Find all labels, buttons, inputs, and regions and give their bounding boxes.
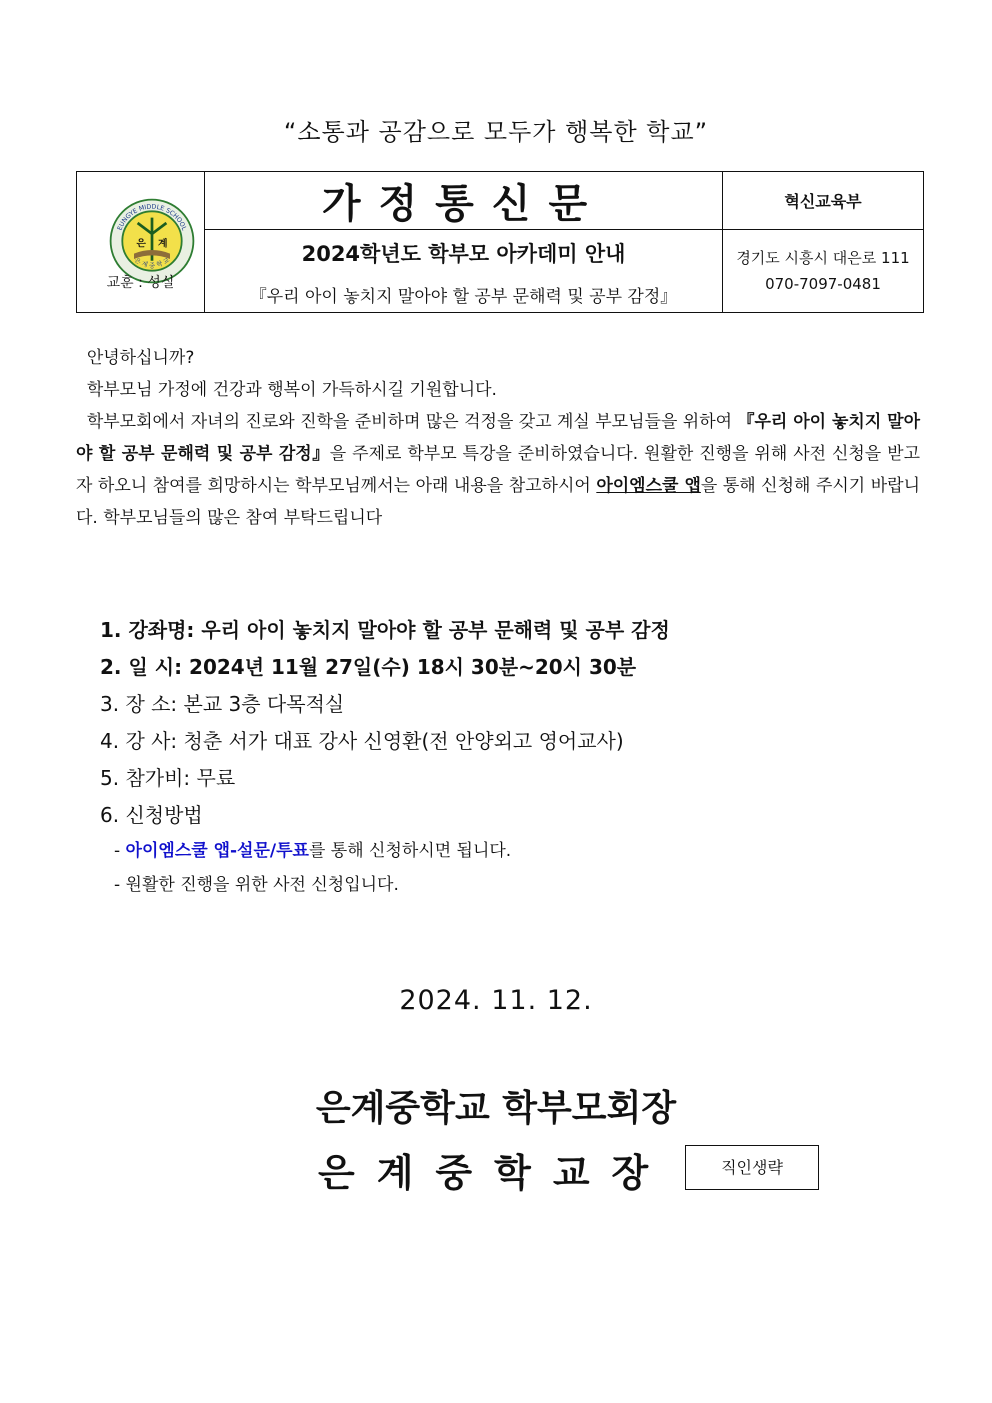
apply-text: 를 통해 신청하시면 됩니다. (308, 841, 512, 861)
subtitle-cell (205, 230, 723, 313)
intro-body-part3: 을 통해 신청해 주시기 바랍니다. 학부모님들의 많은 참여 부탁드립니다 (76, 476, 920, 528)
issue-date: 2024. 11. 12. (399, 985, 593, 1016)
wish-text: 학부모님 가정에 건강과 행복이 가득하시길 기원합니다. (86, 380, 497, 400)
intro-body (76, 406, 920, 534)
detail-location: 3. 장 소: 본교 3층 다목적실 (100, 692, 345, 716)
school-motto: 교훈 : 성실 (106, 275, 175, 291)
logo-right-char: 계 (158, 238, 168, 250)
logo-bottom-text: 은 계 중 학 교 (132, 256, 172, 270)
apply-app-survey-link[interactable]: 아이엠스쿨 앱-설문/투표 (125, 841, 309, 861)
detail-lecture-name: 1. 강좌명: 우리 아이 놓치지 말아야 할 공부 문해력 및 공부 감정 (100, 618, 670, 642)
seal-omitted-box: 직인생략 (685, 1145, 819, 1190)
greeting (76, 342, 920, 374)
intro-body-part1: 학부모회에서 자녀의 진로와 진학을 준비하며 많은 걱정을 갖고 계실 부모님들을 위하여 (86, 412, 738, 432)
school-slogan: “소통과 공감으로 모두가 행복한 학교” (283, 118, 709, 146)
apply-instruction (100, 834, 920, 868)
detail-speaker: 4. 강 사: 청춘 서가 대표 강사 신영환(전 안양외고 영어교사) (100, 729, 624, 753)
newsletter-header (76, 171, 924, 313)
intro-section (76, 342, 920, 534)
detail-apply-method: 6. 신청방법 (100, 803, 203, 827)
signature-principal: 은계중학교장 (318, 1151, 671, 1195)
school-phone: 070-7097-0481 (765, 275, 881, 293)
intro-body-part2: 을 주제로 학부모 특강을 준비하였습니다. 원활한 진행을 위해 사전 신청을 받고자 하오니 참여를 희망하시는 학부모님께서는 아래 내용을 참고하시어 (76, 444, 921, 496)
newsletter-title: 가정통신문 (205, 172, 723, 230)
apply-dash: - (114, 841, 121, 861)
department-name: 혁신교육부 (723, 172, 924, 230)
lecture-theme: 『우리 아이 놓치지 말아야 할 공부 문해력 및 공부 감정』 (249, 286, 678, 307)
contact-cell (723, 230, 924, 313)
wish (76, 374, 920, 406)
signature-parents-president: 은계중학교 학부모회장 (315, 1088, 677, 1129)
logo-top-text: EUNGYE MIDDLE SCHOOL (116, 203, 188, 232)
lecture-details (100, 612, 920, 902)
notice-subtitle: 2024학년도 학부모 아카데미 안내 (301, 241, 626, 266)
detail-fee: 5. 참가비: 무료 (100, 766, 236, 790)
intro-body-theme: 『우리 아이 놓치지 말아야 할 공부 문해력 및 공부 감정』 (76, 412, 921, 464)
detail-datetime: 2. 일 시: 2024년 11월 27일(수) 18시 30분~20시 30분 (100, 655, 637, 679)
iamschool-app-link[interactable]: 아이엠스쿨 앱 (596, 476, 701, 496)
school-address: 경기도 시흥시 대은로 111 (736, 249, 910, 267)
logo-cell (77, 172, 205, 313)
logo-left-char: 은 (136, 238, 146, 250)
greeting-text: 안녕하십니까? (86, 348, 195, 368)
apply-note: - 원활한 진행을 위한 사전 신청입니다. (114, 875, 399, 895)
